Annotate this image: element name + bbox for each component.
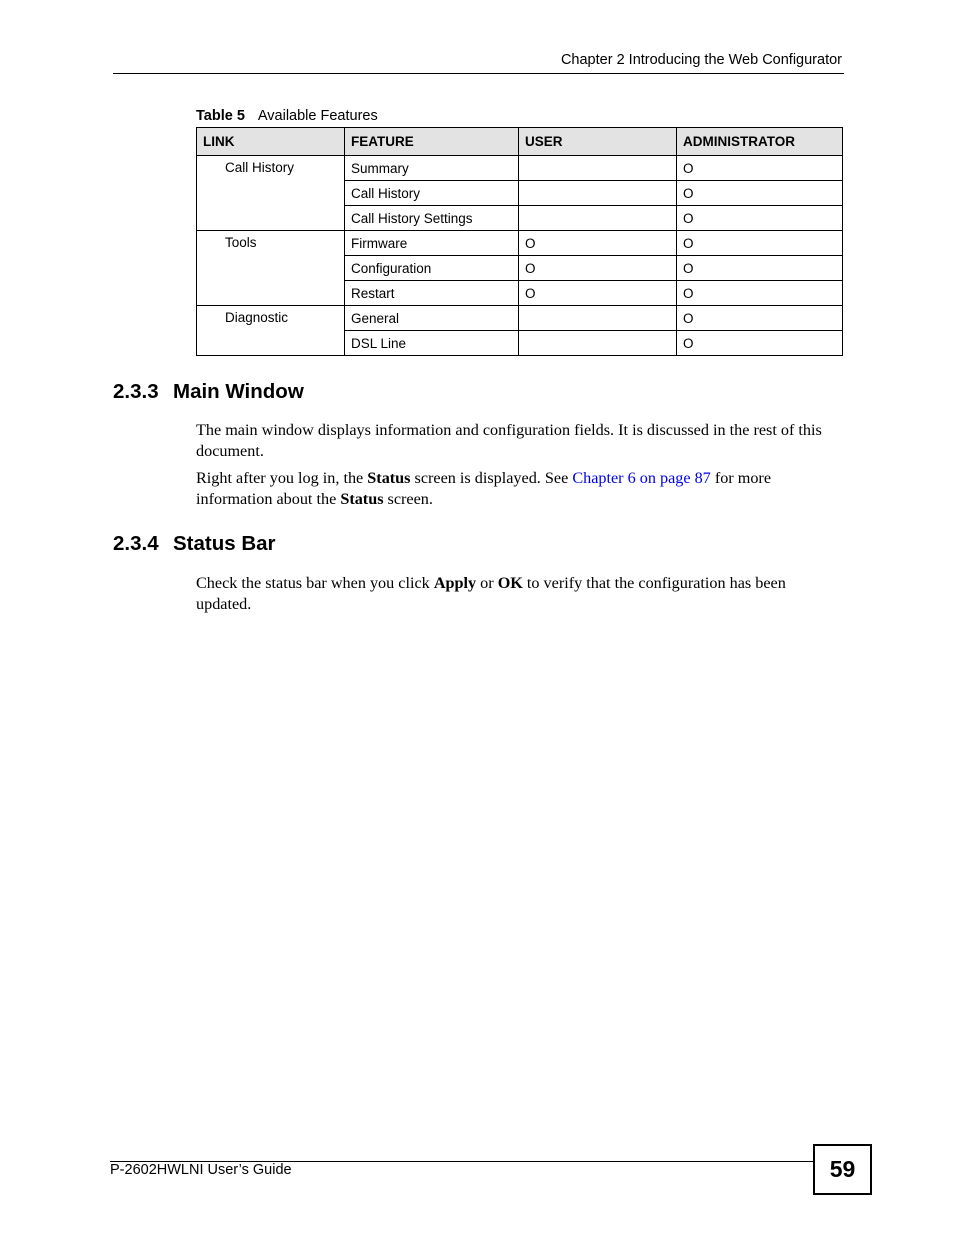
section-heading-status-bar xyxy=(113,532,276,556)
feature-cell: Summary xyxy=(345,156,519,181)
table-caption-title: Available Features xyxy=(257,108,378,124)
user-cell: O xyxy=(519,256,677,281)
link-cell-diagnostic: Diagnostic xyxy=(197,306,345,356)
user-cell: O xyxy=(519,231,677,256)
page-number: 59 xyxy=(813,1144,872,1195)
admin-cell: O xyxy=(677,231,843,256)
section-title: Main Window xyxy=(173,380,304,403)
admin-cell: O xyxy=(677,181,843,206)
section-number: 2.3.4 xyxy=(113,532,159,555)
user-cell xyxy=(519,331,677,356)
table-header-row xyxy=(197,128,843,156)
table-row xyxy=(197,306,843,331)
feature-cell: DSL Line xyxy=(345,331,519,356)
section-heading-main-window xyxy=(113,380,304,404)
admin-cell: O xyxy=(677,206,843,231)
feature-cell: Firmware xyxy=(345,231,519,256)
table-caption-label: Table 5 xyxy=(196,108,245,124)
user-cell: O xyxy=(519,281,677,306)
table-caption xyxy=(196,108,378,124)
chapter-6-link[interactable]: Chapter 6 on page 87 xyxy=(572,469,711,487)
column-header-feature: FEATURE xyxy=(345,128,519,156)
bold-apply: Apply xyxy=(433,574,477,592)
link-cell-call-history: Call History xyxy=(197,156,345,231)
text-run: screen. xyxy=(383,489,433,508)
feature-cell: Restart xyxy=(345,281,519,306)
admin-cell: O xyxy=(677,306,843,331)
table-row xyxy=(197,156,843,181)
link-cell-tools: Tools xyxy=(197,231,345,306)
admin-cell: O xyxy=(677,281,843,306)
text-run: Right after you log in, the xyxy=(196,469,368,487)
admin-cell: O xyxy=(677,331,843,356)
user-cell xyxy=(519,306,677,331)
admin-cell: O xyxy=(677,156,843,181)
chapter-header: Chapter 2 Introducing the Web Configurator xyxy=(560,52,842,68)
feature-cell: Call History xyxy=(345,181,519,206)
feature-cell: General xyxy=(345,306,519,331)
text-run: screen is displayed. See xyxy=(410,469,573,487)
text-run: for more information about the xyxy=(196,469,772,508)
user-cell xyxy=(519,156,677,181)
column-header-user: USER xyxy=(519,128,677,156)
main-window-paragraph-1: The main window displays information and configuration fields. It is discussed in the rest of this document. xyxy=(196,421,822,460)
bold-status: Status xyxy=(340,489,384,508)
text-run: to verify that the configuration has been updated. xyxy=(196,574,786,613)
user-cell xyxy=(519,206,677,231)
header-rule xyxy=(113,73,844,74)
user-cell xyxy=(519,181,677,206)
feature-cell: Call History Settings xyxy=(345,206,519,231)
bold-ok: OK xyxy=(497,574,523,592)
admin-cell: O xyxy=(677,256,843,281)
column-header-link: LINK xyxy=(197,128,345,156)
text-run: or xyxy=(476,574,498,592)
column-header-administrator: ADMINISTRATOR xyxy=(677,128,843,156)
feature-cell: Configuration xyxy=(345,256,519,281)
guide-title: P-2602HWLNI User’s Guide xyxy=(110,1162,292,1178)
table-row xyxy=(197,231,843,256)
available-features-table xyxy=(196,127,843,356)
section-number: 2.3.3 xyxy=(113,380,159,403)
text-run: Check the status bar when you click xyxy=(196,574,434,592)
bold-status: Status xyxy=(367,469,411,487)
section-title: Status Bar xyxy=(173,532,276,555)
status-bar-paragraph xyxy=(196,573,844,614)
main-window-paragraph-2 xyxy=(196,468,844,509)
